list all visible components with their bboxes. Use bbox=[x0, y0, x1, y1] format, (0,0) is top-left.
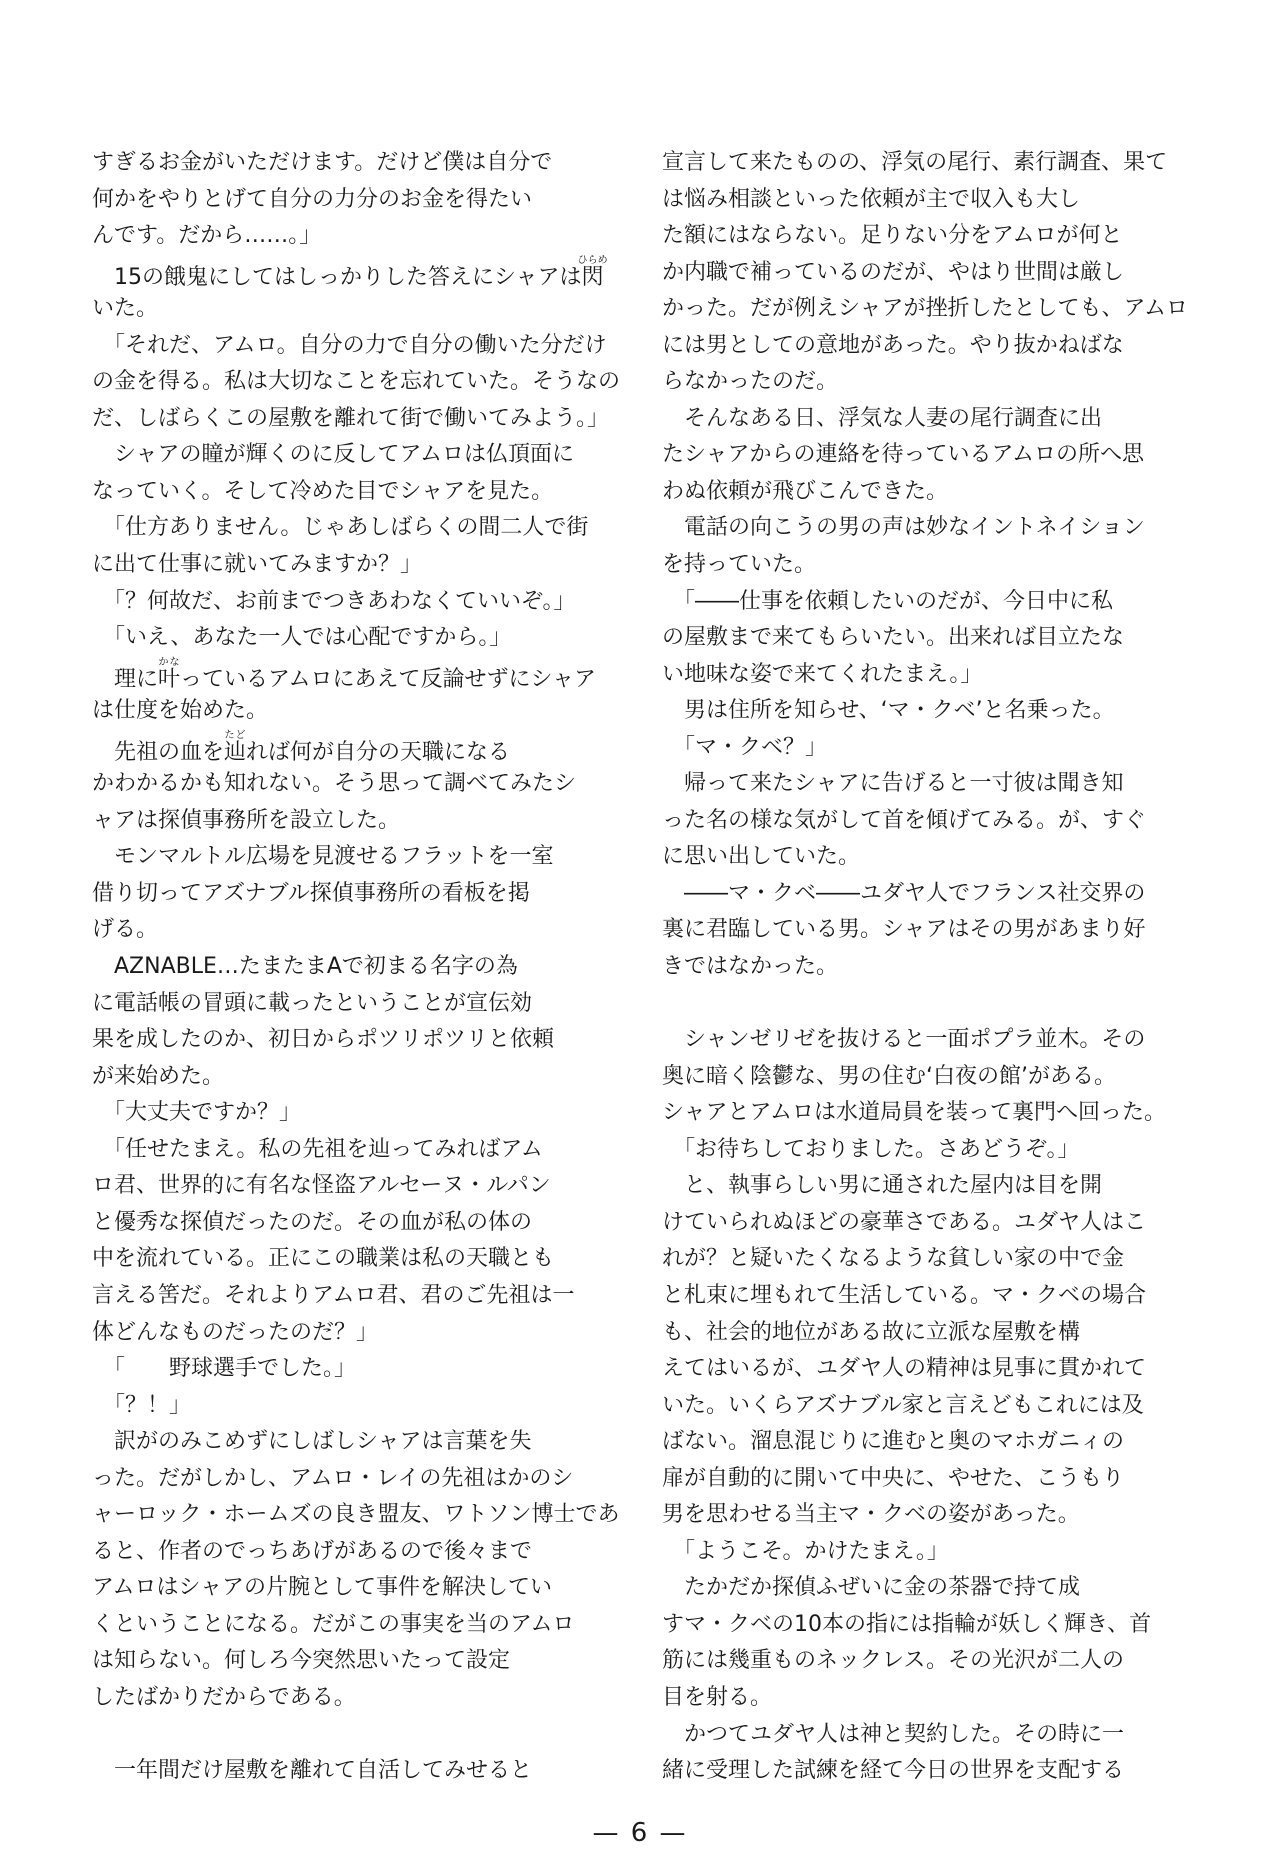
text-line: に電話帳の冒頭に載ったということが宣伝効 bbox=[92, 990, 533, 1016]
text-segment: っているアムロにあえて反論せずにシャア bbox=[180, 666, 597, 692]
ruby-annotated-word bbox=[577, 254, 608, 290]
text-line: かった。だが例えシャアが挫折したとしても、アムロ bbox=[662, 296, 1189, 322]
text-line: シャアとアムロは水道局員を装って裏門へ回った。 bbox=[662, 1100, 1167, 1126]
text-line: いた。 bbox=[92, 296, 159, 322]
text-segment: 理に bbox=[92, 666, 159, 692]
text-line: 帰って来たシャアに告げると一寸彼は聞き知 bbox=[662, 771, 1124, 797]
ruby-base: 叶 bbox=[158, 666, 181, 692]
text-line: に思い出していた。 bbox=[662, 844, 861, 870]
text-line: げる。 bbox=[92, 917, 159, 943]
text-line: 「仕方ありません。じゃあしばらくの間二人で街 bbox=[92, 515, 589, 541]
text-line: と、執事らしい男に通された屋内は目を開 bbox=[662, 1173, 1103, 1199]
text-line: と優秀な探偵だったのだ。その血が私の体の bbox=[92, 1209, 533, 1235]
text-line: かつてユダヤ人は神と契約した。その時に一 bbox=[662, 1721, 1125, 1747]
text-line: った名の様な気がして首を傾げてみる。が、すぐ bbox=[662, 807, 1147, 833]
text-line: が来始めた。 bbox=[92, 1063, 225, 1089]
text-line: か内職で補っているのだが、やはり世間は厳し bbox=[662, 259, 1125, 285]
text-line: モンマルトル広場を見渡せるフラットを一室 bbox=[92, 844, 554, 870]
text-line: を持っていた。 bbox=[662, 552, 817, 578]
text-segment: 15の餓鬼にしてはしっかりした答えにシャアは bbox=[92, 264, 582, 290]
text-line: ャアは探偵事務所を設立した。 bbox=[92, 807, 401, 833]
text-line: たかだか探偵ふぜいに金の茶器で持て成 bbox=[662, 1575, 1081, 1601]
text-line: ャーロック・ホームズの良き盟友、ワトソン博士であ bbox=[92, 1502, 620, 1528]
ruby-annotated-word bbox=[158, 656, 181, 692]
text-line: だ、しばらくこの屋敷を離れて街で働いてみよう。」 bbox=[92, 405, 610, 431]
text-line: シャアの瞳が輝くのに反してアムロは仏頂面に bbox=[92, 442, 575, 468]
text-line: 緒に受理した試練を経て今日の世界を支配する bbox=[662, 1758, 1125, 1784]
text-line: も、社会的地位がある故に立派な屋敷を構 bbox=[662, 1319, 1081, 1345]
ruby-base: 閃 bbox=[577, 264, 608, 290]
text-segment: れば何が自分の天職になる bbox=[246, 739, 511, 765]
text-line bbox=[92, 255, 622, 292]
text-line: んです。だから……。」 bbox=[92, 223, 322, 249]
text-segment: 先祖の血を bbox=[92, 739, 225, 765]
text-line: くということになる。だがこの事実を当のアムロ bbox=[92, 1611, 575, 1637]
text-line: 奥に暗く陰鬱な、男の住む‘白夜の館’がある。 bbox=[662, 1063, 1116, 1089]
text-line: 「？何故だ、お前までつきあわなくていいぞ。」 bbox=[92, 588, 576, 614]
text-line: た額にはならない。足りない分をアムロが何と bbox=[662, 223, 1123, 249]
text-line: わぬ依頼が飛びこんできた。 bbox=[662, 478, 949, 504]
right-text-column bbox=[662, 145, 1192, 1790]
text-line: 目を射る。 bbox=[662, 1684, 773, 1710]
text-line: 「任せたまえ。私の先祖を辿ってみればアム bbox=[92, 1136, 543, 1162]
text-line: い地味な姿で来てくれたまえ。」 bbox=[662, 661, 983, 687]
text-line: 裏に君臨している男。シャアはその男があまり好 bbox=[662, 917, 1146, 943]
text-line: 中を流れている。正にこの職業は私の天職とも bbox=[92, 1246, 555, 1272]
text-line: ――マ・クベ――ユダヤ人でフランス社交界の bbox=[662, 880, 1146, 906]
text-line: は悩み相談といった依頼が主で収入も大し bbox=[662, 186, 1081, 212]
text-line: は知らない。何しろ今突然思いたって設定 bbox=[92, 1648, 511, 1674]
text-line: ると、作者のでっちあげがあるので後々まで bbox=[92, 1538, 533, 1564]
text-line: 「？！」 bbox=[92, 1392, 192, 1418]
text-line bbox=[92, 657, 622, 694]
text-line: 果を成したのか、初日からポツリポツリと依頼 bbox=[92, 1027, 555, 1053]
text-line: そんなある日、浮気な人妻の尾行調査に出 bbox=[662, 405, 1103, 431]
text-line: かわかるかも知れない。そう思って調べてみたシ bbox=[92, 771, 577, 797]
text-line: 男は住所を知らせ、‘マ・クベ’と名乗った。 bbox=[662, 698, 1115, 724]
text-line bbox=[92, 1717, 622, 1754]
text-line: 何かをやりとげて自分の力分のお金を得たい bbox=[92, 186, 533, 212]
ruby-base: 辿 bbox=[224, 739, 247, 765]
text-line: すマ・クベの10本の指には指輪が妖しく輝き、首 bbox=[662, 1611, 1152, 1637]
text-line: 「いえ、あなた一人では心配ですから。」 bbox=[92, 625, 512, 651]
text-line: けていられぬほどの豪華さである。ユダヤ人はこ bbox=[662, 1209, 1147, 1235]
text-line: ばない。溜息混じりに進むと奥のマホガニィの bbox=[662, 1429, 1125, 1455]
ruby-reading: たど bbox=[224, 729, 247, 741]
text-line: 「大丈夫ですか？」 bbox=[92, 1100, 302, 1126]
text-line: 「マ・クベ？」 bbox=[662, 734, 828, 760]
text-line: 筋には幾重ものネックレス。その光沢が二人の bbox=[662, 1648, 1125, 1674]
text-line: らなかったのだ。 bbox=[662, 369, 839, 395]
text-line: すぎるお金がいただけます。だけど僕は自分で bbox=[92, 150, 553, 175]
text-line: と札束に埋もれて生活している。マ・クベの場合 bbox=[662, 1282, 1147, 1308]
text-line: ロ君、世界的に有名な怪盗アルセーヌ・ルパン bbox=[92, 1173, 551, 1199]
text-line: 一年間だけ屋敷を離れて自活してみせると bbox=[92, 1758, 533, 1784]
text-line: アムロはシャアの片腕として事件を解決してい bbox=[92, 1575, 553, 1601]
text-line: に出て仕事に就いてみますか？」 bbox=[92, 552, 423, 578]
text-line: したばかりだからである。 bbox=[92, 1684, 356, 1710]
text-line: 借り切ってアズナブル探偵事務所の看板を掲 bbox=[92, 880, 530, 906]
ruby-annotated-word bbox=[224, 729, 247, 765]
text-line: 「それだ、アムロ。自分の力で自分の働いた分だけ bbox=[92, 332, 607, 358]
page-number: — 6 — bbox=[592, 1818, 688, 1848]
text-line: った。だがしかし、アムロ・レイの先祖はかのシ bbox=[92, 1465, 574, 1491]
ruby-reading: かな bbox=[158, 656, 181, 668]
text-line: 訳がのみこめずにしばしシャアは言葉を失 bbox=[92, 1429, 532, 1455]
text-line: 宣言して来たものの、浮気の尾行、素行調査、果て bbox=[662, 150, 1168, 175]
text-line: 「ようこそ。かけたまえ。」 bbox=[662, 1538, 949, 1564]
text-line bbox=[662, 986, 1192, 1023]
text-line: は仕度を始めた。 bbox=[92, 698, 269, 724]
text-line: 「お待ちしておりました。さあどうぞ。」 bbox=[662, 1136, 1080, 1162]
text-line: なっていく。そして冷めた目でシャアを見た。 bbox=[92, 478, 554, 504]
text-line: AZNABLE…たまたまAで初まる名字の為 bbox=[92, 954, 518, 980]
text-line: きではなかった。 bbox=[662, 954, 839, 980]
text-line: いた。いくらアズナブル家と言えどもこれには及 bbox=[662, 1392, 1144, 1418]
text-line: の屋敷まで来てもらいたい。出来れば目立たな bbox=[662, 625, 1125, 651]
text-line: シャンゼリゼを抜けると一面ポプラ並木。その bbox=[662, 1027, 1146, 1053]
text-line: たシャアからの連絡を待っているアムロの所へ思 bbox=[662, 442, 1145, 468]
text-line: 「――仕事を依頼したいのだが、今日中に私 bbox=[662, 588, 1114, 614]
text-line: えてはいるが、ユダヤ人の精神は見事に貫かれて bbox=[662, 1356, 1147, 1382]
text-line: 男を思わせる当主マ・クベの姿があった。 bbox=[662, 1502, 1080, 1528]
text-line: の金を得る。私は大切なことを忘れていた。そうなの bbox=[92, 369, 621, 395]
ruby-reading: ひらめ bbox=[577, 254, 608, 266]
text-line: 扉が自動的に開いて中央に、やせた、こうもり bbox=[662, 1465, 1125, 1491]
left-text-column bbox=[92, 145, 622, 1790]
text-line: 「 野球選手でした。」 bbox=[92, 1356, 357, 1382]
text-line: 電話の向こうの男の声は妙なイントネイション bbox=[662, 515, 1145, 541]
text-line: 言える筈だ。それよりアムロ君、君のご先祖は一 bbox=[92, 1282, 575, 1308]
text-line: には男としての意地があった。やり抜かねばな bbox=[662, 332, 1124, 358]
text-line: れが？と疑いたくなるような貧しい家の中で金 bbox=[662, 1246, 1125, 1272]
text-line bbox=[92, 730, 622, 767]
text-line: 体どんなものだったのだ？」 bbox=[92, 1319, 379, 1345]
